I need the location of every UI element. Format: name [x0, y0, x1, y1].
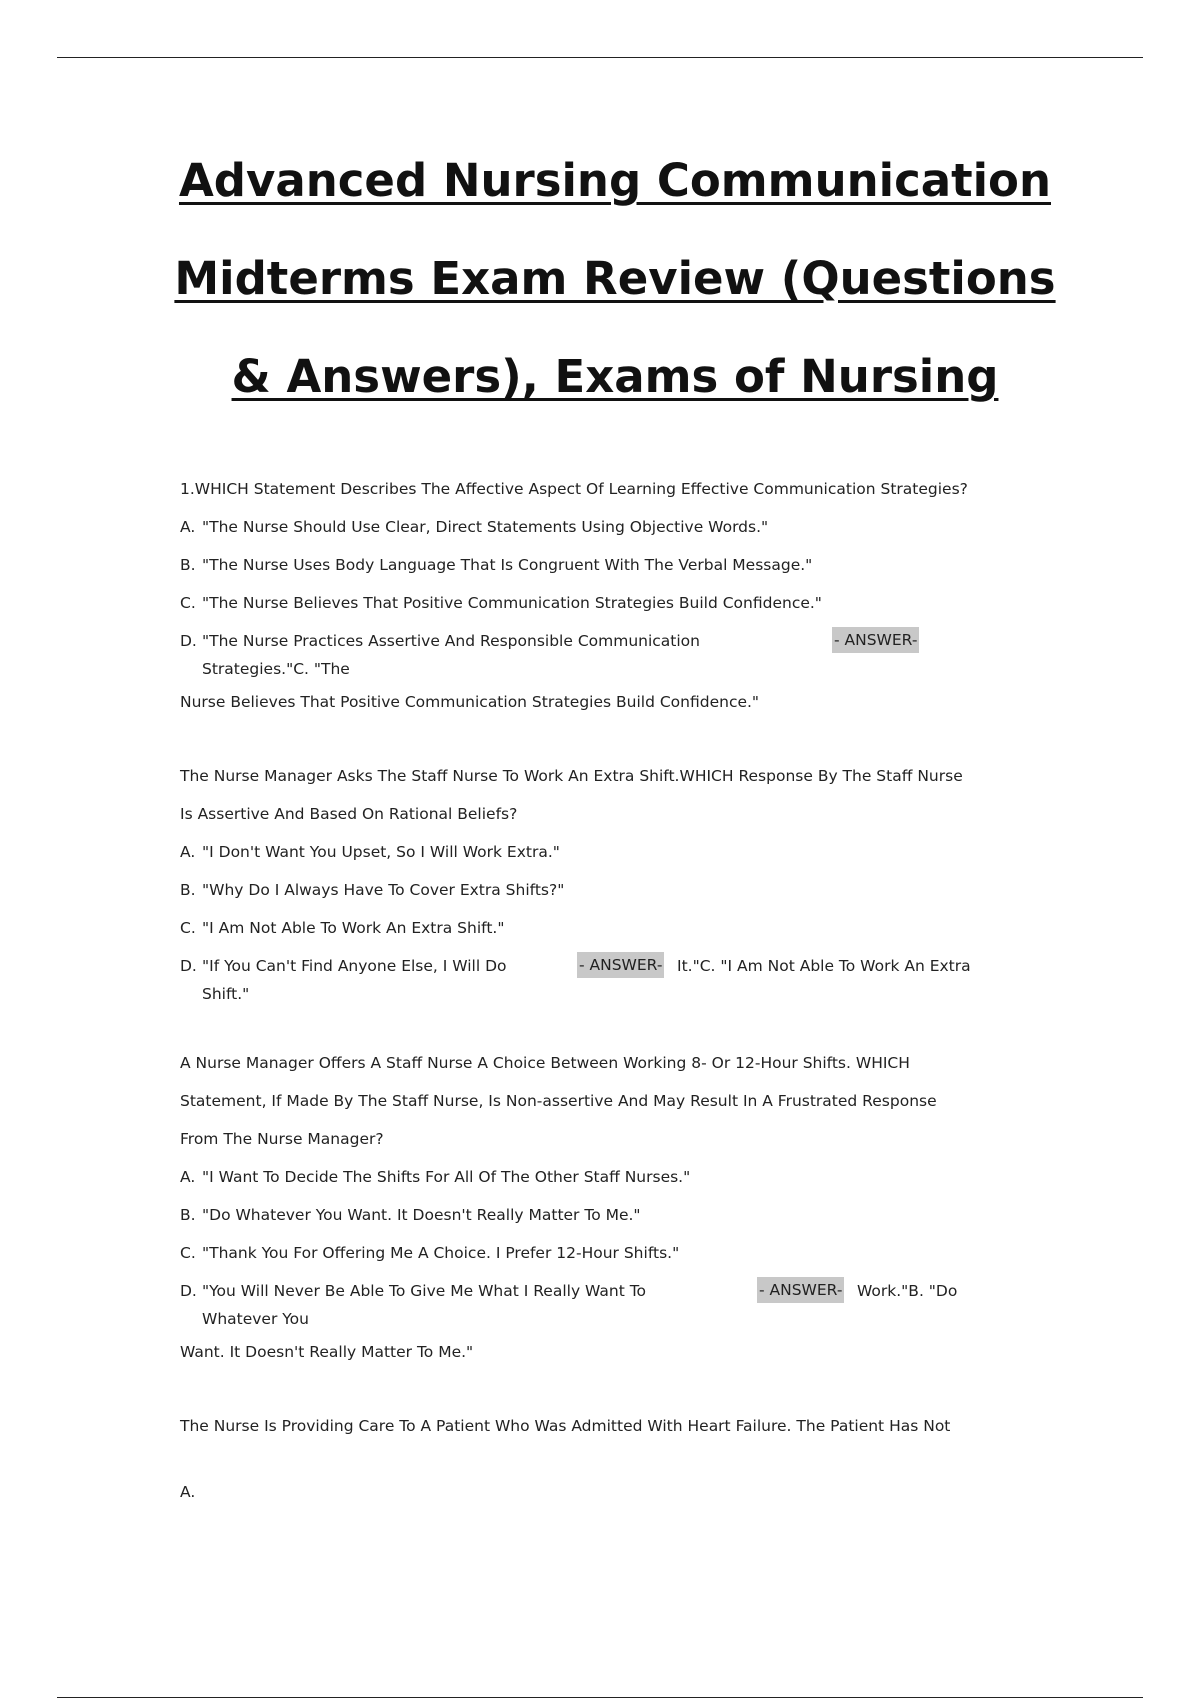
question-text: Statement, If Made By The Staff Nurse, Is Non-assertive And May Result In A Frustrated Response — [180, 1092, 937, 1110]
option-letter: D. — [180, 957, 197, 975]
option-c — [180, 584, 1020, 622]
option-text: "If You Can't Find Anyone Else, I Will Do — [202, 957, 507, 975]
option-letter: C. — [180, 1244, 196, 1262]
option-text: "I Am Not Able To Work An Extra Shift." — [202, 919, 505, 937]
footer-rule — [57, 1697, 1143, 1698]
question-block-2 — [180, 757, 1020, 1008]
header-rule — [57, 57, 1143, 58]
question-block-3 — [180, 1044, 1020, 1371]
answer-highlight: - ANSWER- — [577, 952, 664, 978]
option-d — [180, 627, 1020, 683]
option-text-continued: Shift." — [202, 985, 250, 1003]
question-text: 1.WHICH Statement Describes The Affective Aspect Of Learning Effective Communication Strategies? — [180, 480, 968, 498]
question-block-4 — [180, 1407, 1020, 1511]
question-text: Is Assertive And Based On Rational Beliefs? — [180, 805, 518, 823]
option-text: "The Nurse Believes That Positive Communication Strategies Build Confidence." — [202, 594, 822, 612]
title-line-1: Advanced Nursing Communication — [178, 154, 1051, 207]
option-letter: D. — [180, 1282, 197, 1300]
option-d — [180, 952, 1020, 1008]
option-letter: A. — [180, 843, 196, 861]
answer-text: Work."B. "Do — [857, 1282, 958, 1300]
option-a — [180, 508, 1020, 546]
question-text: A Nurse Manager Offers A Staff Nurse A Choice Between Working 8- Or 12-Hour Shifts. WHICH — [180, 1054, 910, 1072]
answer-text: It."C. "I Am Not Able To Work An Extra — [677, 957, 971, 975]
option-a — [180, 833, 1020, 871]
option-text: "I Don't Want You Upset, So I Will Work Extra." — [202, 843, 560, 861]
option-letter: D. — [180, 632, 197, 650]
option-letter: B. — [180, 556, 196, 574]
option-letter: C. — [180, 919, 196, 937]
option-text: "The Nurse Should Use Clear, Direct Statements Using Objective Words." — [202, 518, 769, 536]
question-text: The Nurse Is Providing Care To A Patient Who Was Admitted With Heart Failure. The Patient Has Not — [180, 1417, 951, 1435]
option-c — [180, 909, 1020, 947]
option-letter: A. — [180, 1168, 196, 1186]
option-letter: B. — [180, 1206, 196, 1224]
question-text: The Nurse Manager Asks The Staff Nurse To Work An Extra Shift.WHICH Response By The Staff Nurse — [180, 767, 963, 785]
question-text: From The Nurse Manager? — [180, 1130, 384, 1148]
document-title — [150, 132, 1080, 426]
option-c — [180, 1234, 1020, 1272]
option-text: "Why Do I Always Have To Cover Extra Shifts?" — [202, 881, 565, 899]
option-b — [180, 1196, 1020, 1234]
option-a — [180, 1158, 1020, 1196]
option-text: "You Will Never Be Able To Give Me What I Really Want To — [202, 1282, 647, 1300]
option-text: "The Nurse Uses Body Language That Is Congruent With The Verbal Message." — [202, 556, 813, 574]
answer-highlight: - ANSWER- — [832, 627, 919, 653]
option-d — [180, 1277, 1020, 1333]
title-line-2: Midterms Exam Review (Questions — [174, 252, 1056, 305]
option-b — [180, 546, 1020, 584]
option-letter: A. — [180, 518, 196, 536]
answer-continuation: Want. It Doesn't Really Matter To Me." — [180, 1343, 474, 1361]
title-line-3: & Answers), Exams of Nursing — [231, 350, 999, 403]
option-text-continued: Strategies."C. "The — [202, 660, 350, 678]
document-body — [180, 470, 1020, 1511]
option-b — [180, 871, 1020, 909]
option-letter: C. — [180, 594, 196, 612]
option-text: "The Nurse Practices Assertive And Responsible Communication — [202, 632, 700, 650]
option-text: "Thank You For Offering Me A Choice. I Prefer 12-Hour Shifts." — [202, 1244, 680, 1262]
option-text: "Do Whatever You Want. It Doesn't Really Matter To Me." — [202, 1206, 641, 1224]
option-letter: B. — [180, 881, 196, 899]
answer-highlight: - ANSWER- — [757, 1277, 844, 1303]
option-letter: A. — [180, 1483, 196, 1501]
answer-continuation: Nurse Believes That Positive Communication Strategies Build Confidence." — [180, 693, 760, 711]
option-text-continued: Whatever You — [202, 1310, 309, 1328]
question-block-1 — [180, 470, 1020, 721]
option-text: "I Want To Decide The Shifts For All Of The Other Staff Nurses." — [202, 1168, 691, 1186]
